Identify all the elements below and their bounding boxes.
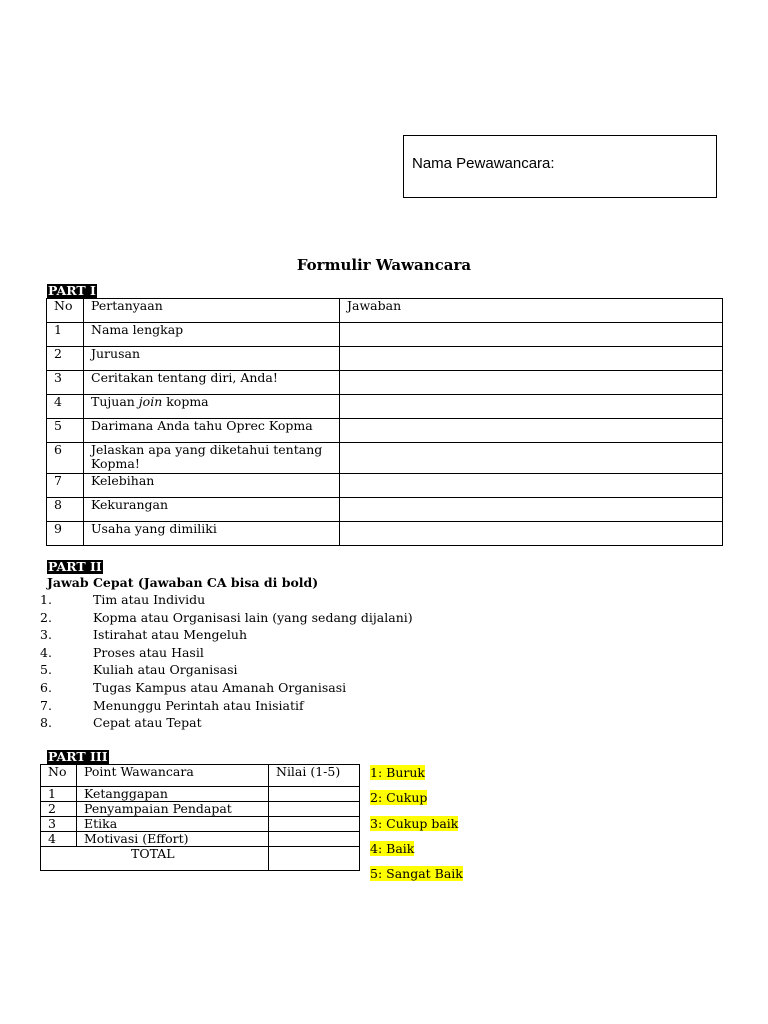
- row-no: 3: [41, 817, 77, 832]
- item-number: 2.: [40, 609, 52, 625]
- row-no: 4: [47, 395, 84, 419]
- row-no: 2: [41, 802, 77, 817]
- row-question: Kekurangan: [84, 498, 340, 522]
- item-number: 6.: [40, 679, 52, 695]
- score-cell[interactable]: [269, 817, 360, 832]
- header-answer: Jawaban: [340, 299, 723, 323]
- table-row: [47, 395, 723, 419]
- list-item[interactable]: [40, 661, 413, 679]
- list-item[interactable]: [40, 679, 413, 697]
- row-question: Kelebihan: [84, 474, 340, 498]
- table-row: [47, 323, 723, 347]
- table-row: [41, 802, 360, 817]
- legend-item: 5: Sangat Baik: [370, 866, 463, 881]
- row-no: 8: [47, 498, 84, 522]
- header-no: No: [41, 765, 77, 787]
- answer-cell[interactable]: [340, 371, 723, 395]
- part2-label: PART II: [48, 559, 102, 574]
- item-number: 7.: [40, 697, 52, 713]
- row-no: 9: [47, 522, 84, 546]
- row-no: 2: [47, 347, 84, 371]
- row-no: 3: [47, 371, 84, 395]
- table-header-row: [41, 765, 360, 787]
- table-row: [47, 474, 723, 498]
- item-text: Tugas Kampus atau Amanah Organisasi: [93, 679, 347, 695]
- header-question: Pertanyaan: [84, 299, 340, 323]
- answer-cell[interactable]: [340, 498, 723, 522]
- legend-item: 2: Cukup: [370, 790, 428, 805]
- row-question: Jelaskan apa yang diketahui tentang Kopma!: [84, 443, 340, 474]
- row-point: Etika: [77, 817, 269, 832]
- row-question: Darimana Anda tahu Oprec Kopma: [84, 419, 340, 443]
- row-no: 7: [47, 474, 84, 498]
- item-number: 3.: [40, 627, 52, 643]
- list-item[interactable]: [40, 626, 413, 644]
- score-cell[interactable]: [269, 787, 360, 802]
- table-row: [47, 522, 723, 546]
- header-no: No: [47, 299, 84, 323]
- part1-table: [46, 298, 723, 546]
- legend-item: 4: Baik: [370, 841, 415, 856]
- header-score: Nilai (1-5): [269, 765, 360, 787]
- answer-cell[interactable]: [340, 522, 723, 546]
- row-point: Penyampaian Pendapat: [77, 802, 269, 817]
- part2-subtitle: Jawab Cepat (Jawaban CA bisa di bold): [47, 575, 319, 590]
- list-item[interactable]: [40, 697, 413, 715]
- item-number: 1.: [40, 592, 52, 607]
- item-number: 5.: [40, 662, 52, 678]
- row-question: Usaha yang dimiliki: [84, 522, 340, 546]
- question-text: kopma: [162, 394, 209, 409]
- answer-cell[interactable]: [340, 474, 723, 498]
- total-label: TOTAL: [41, 847, 269, 871]
- quick-answer-list: [40, 591, 413, 732]
- interviewer-name-box[interactable]: [403, 135, 717, 198]
- item-number: 4.: [40, 644, 52, 660]
- item-text: Tim atau Individu: [93, 592, 206, 607]
- list-item[interactable]: [40, 609, 413, 627]
- score-cell[interactable]: [269, 832, 360, 847]
- question-italic: join: [138, 394, 163, 409]
- total-row: [41, 847, 360, 871]
- page-title: Formulir Wawancara: [296, 256, 472, 274]
- row-no: 1: [47, 323, 84, 347]
- item-text: Istirahat atau Mengeluh: [93, 627, 247, 643]
- table-row: [47, 347, 723, 371]
- table-header-row: [47, 299, 723, 323]
- table-row: [41, 817, 360, 832]
- table-row: [47, 443, 723, 474]
- row-no: 1: [41, 787, 77, 802]
- answer-cell[interactable]: [340, 443, 723, 474]
- header-point: Point Wawancara: [77, 765, 269, 787]
- score-cell[interactable]: [269, 802, 360, 817]
- answer-cell[interactable]: [340, 347, 723, 371]
- item-text: Proses atau Hasil: [93, 644, 204, 660]
- table-row: [41, 832, 360, 847]
- part3-label: PART III: [48, 749, 108, 764]
- part3-table: [40, 764, 360, 871]
- item-text: Cepat atau Tepat: [93, 715, 202, 731]
- table-row: [41, 787, 360, 802]
- legend-item: 3: Cukup baik: [370, 816, 459, 831]
- item-text: Kopma atau Organisasi lain (yang sedang dijalani): [93, 609, 413, 625]
- list-item[interactable]: [40, 591, 413, 609]
- part1-label: PART I: [48, 283, 96, 298]
- list-item[interactable]: [40, 644, 413, 662]
- answer-cell[interactable]: [340, 419, 723, 443]
- item-text: Kuliah atau Organisasi: [93, 662, 238, 678]
- row-no: 4: [41, 832, 77, 847]
- row-question: Nama lengkap: [84, 323, 340, 347]
- row-question: Jurusan: [84, 347, 340, 371]
- item-text: Menunggu Perintah atau Inisiatif: [93, 697, 304, 713]
- list-item[interactable]: [40, 714, 413, 732]
- row-no: 5: [47, 419, 84, 443]
- row-point: Ketanggapan: [77, 787, 269, 802]
- row-question: [84, 395, 340, 419]
- interviewer-name-label: Nama Pewawancara:: [412, 155, 555, 172]
- table-row: [47, 419, 723, 443]
- row-no: 6: [47, 443, 84, 474]
- question-text: Tujuan: [91, 394, 139, 409]
- total-score-cell[interactable]: [269, 847, 360, 871]
- table-row: [47, 498, 723, 522]
- answer-cell[interactable]: [340, 323, 723, 347]
- table-row: [47, 371, 723, 395]
- item-number: 8.: [40, 715, 52, 731]
- legend-item: 1: Buruk: [370, 765, 425, 780]
- row-point: Motivasi (Effort): [77, 832, 269, 847]
- row-question: Ceritakan tentang diri, Anda!: [84, 371, 340, 395]
- answer-cell[interactable]: [340, 395, 723, 419]
